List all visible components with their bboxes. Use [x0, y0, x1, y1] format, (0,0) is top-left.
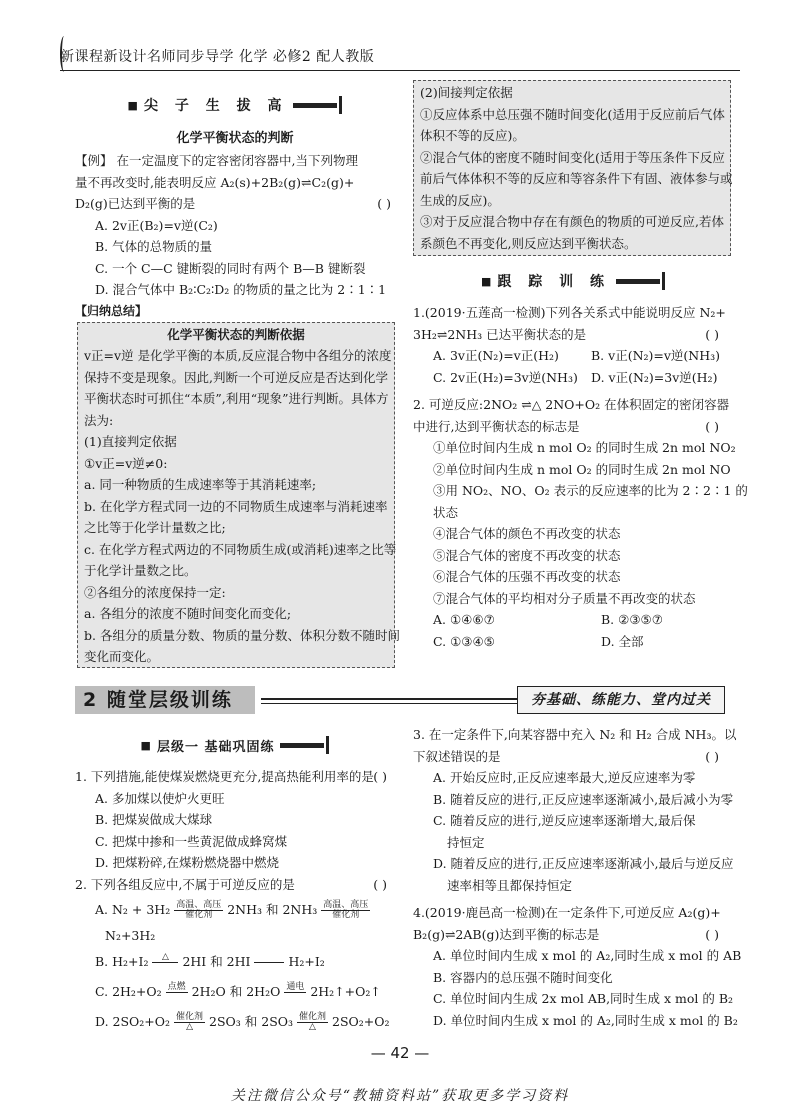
statement: ①单位时间内生成 n mol O₂ 的同时生成 2n mol NO₂ — [433, 440, 736, 455]
option: D. v正(N₂)=3v逆(H₂) — [591, 369, 718, 385]
box-line: ①反应体系中总压强不随时间变化(适用于反应前后气体 — [420, 106, 725, 122]
box-line: 系颜色不再变化,则反应达到平衡状态。 — [420, 235, 637, 251]
section-band — [75, 686, 725, 714]
question-2: 2. 下列各组反应中,不属于可逆反应的是 ( ) A. N₂ + 3H₂ 高温、高压 催化剂 2NH₃ 和 2NH₃ 高温、高压 催化剂 N₂+3H₂ B. H₂+I₂ △ 2HI 和 2HI H₂+I₂ C. 2H₂+O₂ 点燃 2H₂O 和 2H₂O 通电 2H₂↑+O₂↑ D. 2SO₂+O₂ 催化剂 △ 2SO₃ 和 2SO₃ 催化剂 △ 2SO₂+O₂ — [75, 874, 395, 1037]
statement: ⑥混合气体的压强不再改变的状态 — [433, 569, 621, 584]
option: A. 3v正(N₂)=v正(H₂) — [433, 348, 559, 363]
header-rule — [60, 70, 740, 71]
box-line: 之比等于化学计量数之比; — [84, 520, 226, 535]
summary-label: 【归纳总结】 — [75, 303, 148, 318]
option: C. 一个 C—C 键断裂的同时有两个 B—B 键断裂 — [95, 260, 366, 276]
section-bar — [616, 279, 660, 284]
band-tag: 夯基础、练能力、堂内过关 — [517, 686, 725, 714]
option-c: C. 2H₂+O₂ 点燃 2H₂O 和 2H₂O 通电 2H₂↑+O₂↑ — [95, 981, 381, 999]
box-line: b. 在化学方程式同一边的不同物质生成速率与消耗速率 — [84, 498, 388, 514]
band-label: 2 随堂层级训练 — [75, 686, 255, 714]
question-1: 1. 下列措施,能使煤炭燃烧更充分,提高热能利用率的是 ( ) A. 多加煤以使炉火更旺 B. 把煤炭做成大煤球 C. 把煤中掺和一些黄泥做成蜂窝煤 D. 把煤粉碎,在煤粉燃烧器中燃烧 — [75, 766, 395, 874]
box-line: ②各组分的浓度保持一定: — [84, 584, 226, 600]
option: A. 开始反应时,正反应速率最大,逆反应速率为零 — [433, 770, 696, 785]
question-2: 2. 可逆反应:2NO₂ ⇌△ 2NO+O₂ 在体积固定的密闭容器 中进行,达到平衡状态的标志是 ( ) ①单位时间内生成 n mol O₂ 的同时生成 2n mol NO₂ ②单位时间内生成 n mol O₂ 的同时生成 2n mol NO ③用 NO₂、NO、O₂ 表示的反应速率的比为 2∶2∶1 的 状态 ④混合气体的颜色不再改变的状态 ⑤混合气体的密度不再改变的状态 ⑥混合气体的压强不再改变的状态 ⑦混合气体的平均相对分子质量不再改变的状态 A. ①④⑥⑦ B. ②③⑤⑦ C. ①③④⑤ D. 全部 — [413, 394, 733, 652]
box-line: ①v正=v逆≠0: — [84, 455, 168, 471]
box-line: 于化学计量数之比。 — [84, 563, 197, 578]
bottom-left-column — [75, 732, 395, 1037]
option: C. 把煤中掺和一些黄泥做成蜂窝煤 — [95, 833, 288, 849]
box-line: 法为: — [84, 412, 114, 428]
section-title-practice: ■ 跟 踪 训 练 — [413, 268, 733, 294]
summary-box-title: 化学平衡状态的判断依据 — [167, 327, 305, 342]
section-marker-icon: ■ — [140, 738, 151, 752]
option-cont: 速率相等且都保持恒定 — [447, 877, 573, 893]
option: B. 把煤炭做成大煤球 — [95, 812, 213, 827]
section-bar — [293, 103, 337, 108]
summary-box — [77, 322, 400, 668]
section-marker-icon: ■ — [127, 98, 138, 112]
answer-paren: ( ) — [705, 926, 719, 942]
left-column — [75, 92, 395, 322]
option: A. 2v正(B₂)=v逆(C₂) — [95, 217, 218, 233]
option-a: A. N₂ + 3H₂ 高温、高压 催化剂 2NH₃ 和 2NH₃ 高温、高压 催化剂 — [95, 900, 369, 920]
answer-paren: ( ) — [705, 748, 719, 764]
box-line: b. 各组分的质量分数、物质的量分数、体积分数不随时间 — [84, 627, 400, 643]
question-3: 3. 在一定条件下,向某容器中充入 N₂ 和 H₂ 合成 NH₃。以 下叙述错误的是 ( ) A. 开始反应时,正反应速率最大,逆反应速率为零 B. 随着反应的进行,正反应速率逐渐减小,最后减小为零 C. 随着反应的进行,逆反应速率逐渐增大,最后保 持恒定 D. 随着反应的进行,正反应速率逐渐减小,最后与逆反应 速率相等且都保持恒定 — [413, 724, 733, 896]
box-line: ③对于反应混合物中存在有颜色的物质的可逆反应,若体 — [420, 214, 724, 229]
option: C. 2v正(H₂)=3v逆(NH₃) — [433, 369, 578, 385]
example-block — [75, 150, 395, 301]
running-header: 新课程新设计名师同步导学 化学 必修2 配人教版 — [60, 49, 375, 65]
option: B. 气体的总物质的量 — [95, 239, 213, 254]
section-title-level1: ■ 层级一 基础巩固练 — [75, 732, 395, 758]
statement: ④混合气体的颜色不再改变的状态 — [433, 526, 621, 541]
option: C. ①③④⑤ — [433, 633, 495, 649]
box-line: v正=v逆 是化学平衡的本质,反应混合物中各组分的浓度 — [84, 348, 392, 363]
option: C. 随着反应的进行,逆反应速率逐渐增大,最后保 — [433, 813, 696, 828]
option-b: B. H₂+I₂ △ 2HI 和 2HI H₂+I₂ — [95, 951, 325, 969]
option: A. ①④⑥⑦ — [433, 612, 495, 627]
option-a-cont: N₂+3H₂ — [105, 928, 156, 943]
box-line: 保持不变是现象。因此,判断一个可逆反应是否达到化学 — [84, 369, 388, 385]
box-line: a. 各组分的浓度不随时间变化而变化; — [84, 606, 292, 621]
example-line: 量不再改变时,能表明反应 A₂(s)+2B₂(g)⇌C₂(g)+ — [75, 174, 355, 190]
option: D. 随着反应的进行,正反应速率逐渐减小,最后与逆反应 — [433, 856, 734, 871]
question-4: 4.(2019·鹿邑高一检测)在一定条件下,可逆反应 A₂(g)+ B₂(g)⇌2AB(g)达到平衡的标志是 ( ) A. 单位时间内生成 x mol 的 A₂,同时生成 x mol 的 AB B. 容器内的总压强不随时间变化 C. 单位时间内生成 2x mol AB,同时生成 x mol 的 B₂ D. 单位时间内生成 x mol 的 A₂,同时生成 x mol 的 B₂ — [413, 902, 733, 1031]
statement: ⑦混合气体的平均相对分子质量不再改变的状态 — [433, 590, 696, 606]
footer-note: 关注微信公众号“教辅资料站”获取更多学习资料 — [230, 1088, 570, 1104]
bottom-right-column — [413, 724, 742, 1031]
option: B. ②③⑤⑦ — [601, 612, 663, 627]
answer-paren: ( ) — [373, 876, 387, 892]
statement: 状态 — [433, 504, 459, 520]
section-title-advanced: ■ 尖 子 生 拔 高 — [75, 92, 395, 118]
option: B. 随着反应的进行,正反应速率逐渐减小,最后减小为零 — [433, 791, 734, 807]
answer-paren: ( ) — [377, 196, 391, 211]
option: B. 容器内的总压强不随时间变化 — [433, 969, 613, 985]
option: D. 把煤粉碎,在煤粉燃烧器中燃烧 — [95, 855, 279, 870]
statement: ②单位时间内生成 n mol O₂ 的同时生成 2n mol NO — [433, 461, 731, 477]
option: B. v正(N₂)=v逆(NH₃) — [591, 348, 721, 363]
option-cont: 持恒定 — [447, 834, 485, 850]
box-line: 体积不等的反应)。 — [420, 128, 525, 143]
box-line: 前后气体体积不等的反应和等容条件下有固、液体参与或 — [420, 171, 733, 186]
page-number: — 42 — — [370, 1044, 430, 1062]
option: D. 混合气体中 B₂∶C₂∶D₂ 的物质的量之比为 2∶1∶1 — [95, 282, 387, 297]
statement: ③用 NO₂、NO、O₂ 表示的反应速率的比为 2∶2∶1 的 — [433, 483, 748, 498]
statement: ⑤混合气体的密度不再改变的状态 — [433, 547, 621, 563]
example-line: D₂(g)已达到平衡的是 — [75, 196, 196, 211]
topic-title: 化学平衡状态的判断 — [176, 131, 294, 146]
option: D. 全部 — [601, 633, 644, 649]
option-d: D. 2SO₂+O₂ 催化剂 △ 2SO₃ 和 2SO₃ 催化剂 △ 2SO₂+O₂ — [95, 1011, 390, 1032]
section-bar — [280, 743, 324, 748]
box-line: a. 同一种物质的生成速率等于其消耗速率; — [84, 477, 317, 492]
box-line: 变化而变化。 — [84, 649, 160, 664]
box-line: (1)直接判定依据 — [84, 434, 177, 449]
example-line: 【例】 在一定温度下的定容密闭容器中,当下列物理 — [75, 153, 358, 168]
box-line: 生成的反应)。 — [420, 192, 500, 208]
box-line: c. 在化学方程式两边的不同物质生成(或消耗)速率之比等 — [84, 541, 397, 557]
answer-paren: ( ) — [373, 769, 387, 784]
option: D. 单位时间内生成 x mol 的 A₂,同时生成 x mol 的 B₂ — [433, 1012, 738, 1028]
box-line: ②混合气体的密度不随时间变化(适用于等压条件下反应 — [420, 149, 725, 165]
answer-paren: ( ) — [705, 326, 719, 342]
option: A. 单位时间内生成 x mol 的 A₂,同时生成 x mol 的 AB — [433, 948, 742, 963]
option: C. 单位时间内生成 2x mol AB,同时生成 x mol 的 B₂ — [433, 991, 734, 1006]
indirect-criteria-box — [413, 80, 731, 256]
box-line: 平衡状态时可抓住“本质”,利用“现象”进行判断。具体方 — [84, 391, 389, 406]
section-marker-icon: ■ — [480, 274, 492, 288]
answer-paren: ( ) — [705, 418, 719, 434]
option: A. 多加煤以使炉火更旺 — [95, 790, 225, 806]
question-1: 1.(2019·五莲高一检测)下列各关系式中能说明反应 N₂+ 3H₂⇌2NH₃ 已达平衡状态的是 ( ) A. 3v正(N₂)=v正(H₂) B. v正(N₂)=v逆(NH₃) C. 2v正(H₂)=3v逆(NH₃) D. v正(N₂)=3v逆(H₂) — [413, 302, 733, 388]
right-column — [413, 268, 748, 652]
box-line: (2)间接判定依据 — [420, 85, 513, 100]
